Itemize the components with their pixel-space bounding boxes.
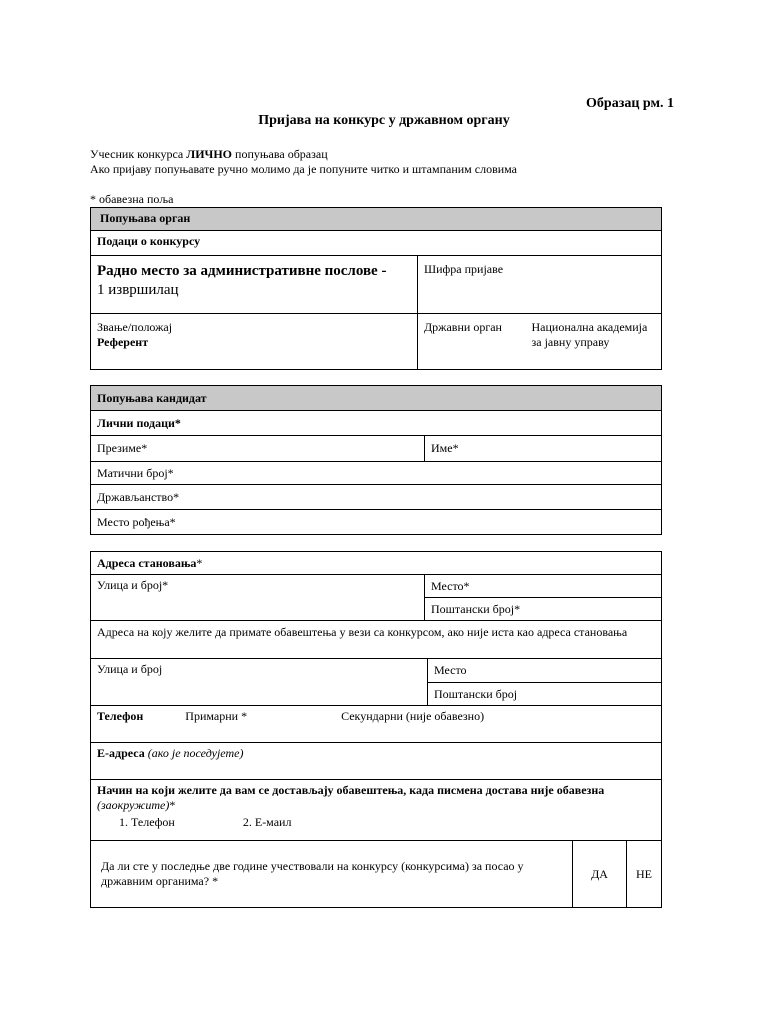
city-field[interactable]	[425, 575, 662, 598]
email-note: (ако је поседујете)	[147, 746, 244, 760]
phone-row[interactable]	[91, 706, 662, 743]
phone-label: Телефон	[97, 709, 144, 723]
delivery-option-email[interactable]: 2. Е-маил	[242, 815, 292, 829]
competition-data-heading: Подаци о конкурсу	[91, 231, 662, 256]
delivery-method-cell	[91, 780, 662, 841]
name-field[interactable]	[425, 436, 662, 462]
alt-postal-label: Поштански број	[434, 686, 518, 701]
rank-label: Звање/положај	[97, 320, 173, 334]
candidate-section-table	[90, 385, 662, 535]
position-count: 1 извршилац	[97, 281, 179, 298]
id-number-field[interactable]	[91, 462, 662, 485]
surname-field[interactable]	[91, 436, 425, 462]
alt-address-text: Адреса на коју желите да примате обавештења у вези са конкурсом, ако није иста као адреса становања	[91, 621, 662, 659]
application-code-label: Шифра пријаве	[424, 262, 504, 276]
personal-data-heading: Лични подаци*	[91, 411, 662, 436]
surname-label: Презиме*	[97, 441, 148, 455]
address-heading: Адреса становања*	[91, 552, 662, 575]
street-field[interactable]	[91, 575, 425, 621]
city-label: Место*	[431, 578, 470, 593]
citizenship-label: Држављанство*	[97, 489, 180, 504]
street-label: Улица и број*	[97, 578, 169, 592]
birthplace-label: Место рођења*	[97, 514, 176, 529]
organ-value: Национална академија за јавну управу	[526, 314, 662, 370]
id-number-label: Матични број*	[97, 465, 174, 480]
previous-competition-question: Да ли сте у последње две године учествовали на конкурсу (конкурсима) за посао у државним органима? *	[91, 841, 573, 908]
birthplace-field[interactable]	[91, 510, 662, 535]
organ-section-heading: Попуњава орган	[91, 208, 662, 231]
alt-city-label: Место	[434, 663, 467, 677]
email-label: Е-адреса	[97, 746, 145, 760]
required-fields-note: * обавезна поља	[90, 192, 174, 206]
citizenship-field[interactable]	[91, 485, 662, 510]
alt-city-field[interactable]	[428, 659, 662, 683]
phone-primary-label: Примарни *	[185, 709, 248, 723]
phone-secondary-label: Секундарни (није обавезно)	[341, 709, 485, 723]
rank-cell	[91, 314, 418, 370]
email-field[interactable]	[91, 743, 662, 780]
postal-label: Поштански број*	[431, 601, 521, 616]
intro-text	[90, 147, 517, 177]
page-title: Пријава на конкурс у државном органу	[258, 113, 510, 128]
delivery-option-phone[interactable]: 1. Телефон	[119, 815, 175, 829]
rank-value: Референт	[97, 335, 149, 349]
name-label: Име*	[431, 441, 459, 455]
position-cell	[91, 256, 418, 314]
delivery-question: Начин на који желите да вам се достављају обавештења, када писмена достава није обавезна	[97, 783, 605, 797]
candidate-section-heading: Попуњава кандидат	[91, 386, 662, 411]
intro-line-2: Ако пријаву попуњавате ручно молимо да је попуните читко и штампаним словима	[90, 162, 517, 176]
form-code: Образац рм. 1	[586, 96, 674, 111]
organ-label: Државни орган	[418, 314, 526, 370]
alt-postal-field[interactable]	[428, 683, 662, 706]
intro-line-1: Учесник конкурса ЛИЧНО попуњава образац	[90, 147, 328, 161]
no-option[interactable]: НЕ	[627, 841, 662, 908]
organ-section-table	[90, 207, 662, 370]
alt-street-label: Улица и број	[97, 662, 163, 676]
alt-street-field[interactable]	[91, 659, 428, 706]
application-code-field[interactable]	[418, 256, 662, 314]
address-section-table	[90, 551, 662, 908]
yes-option[interactable]: ДА	[573, 841, 627, 908]
delivery-note-line: (заокружите)*	[97, 798, 176, 812]
postal-field[interactable]	[425, 598, 662, 621]
position-title: Радно место за административне послове -	[97, 263, 387, 279]
